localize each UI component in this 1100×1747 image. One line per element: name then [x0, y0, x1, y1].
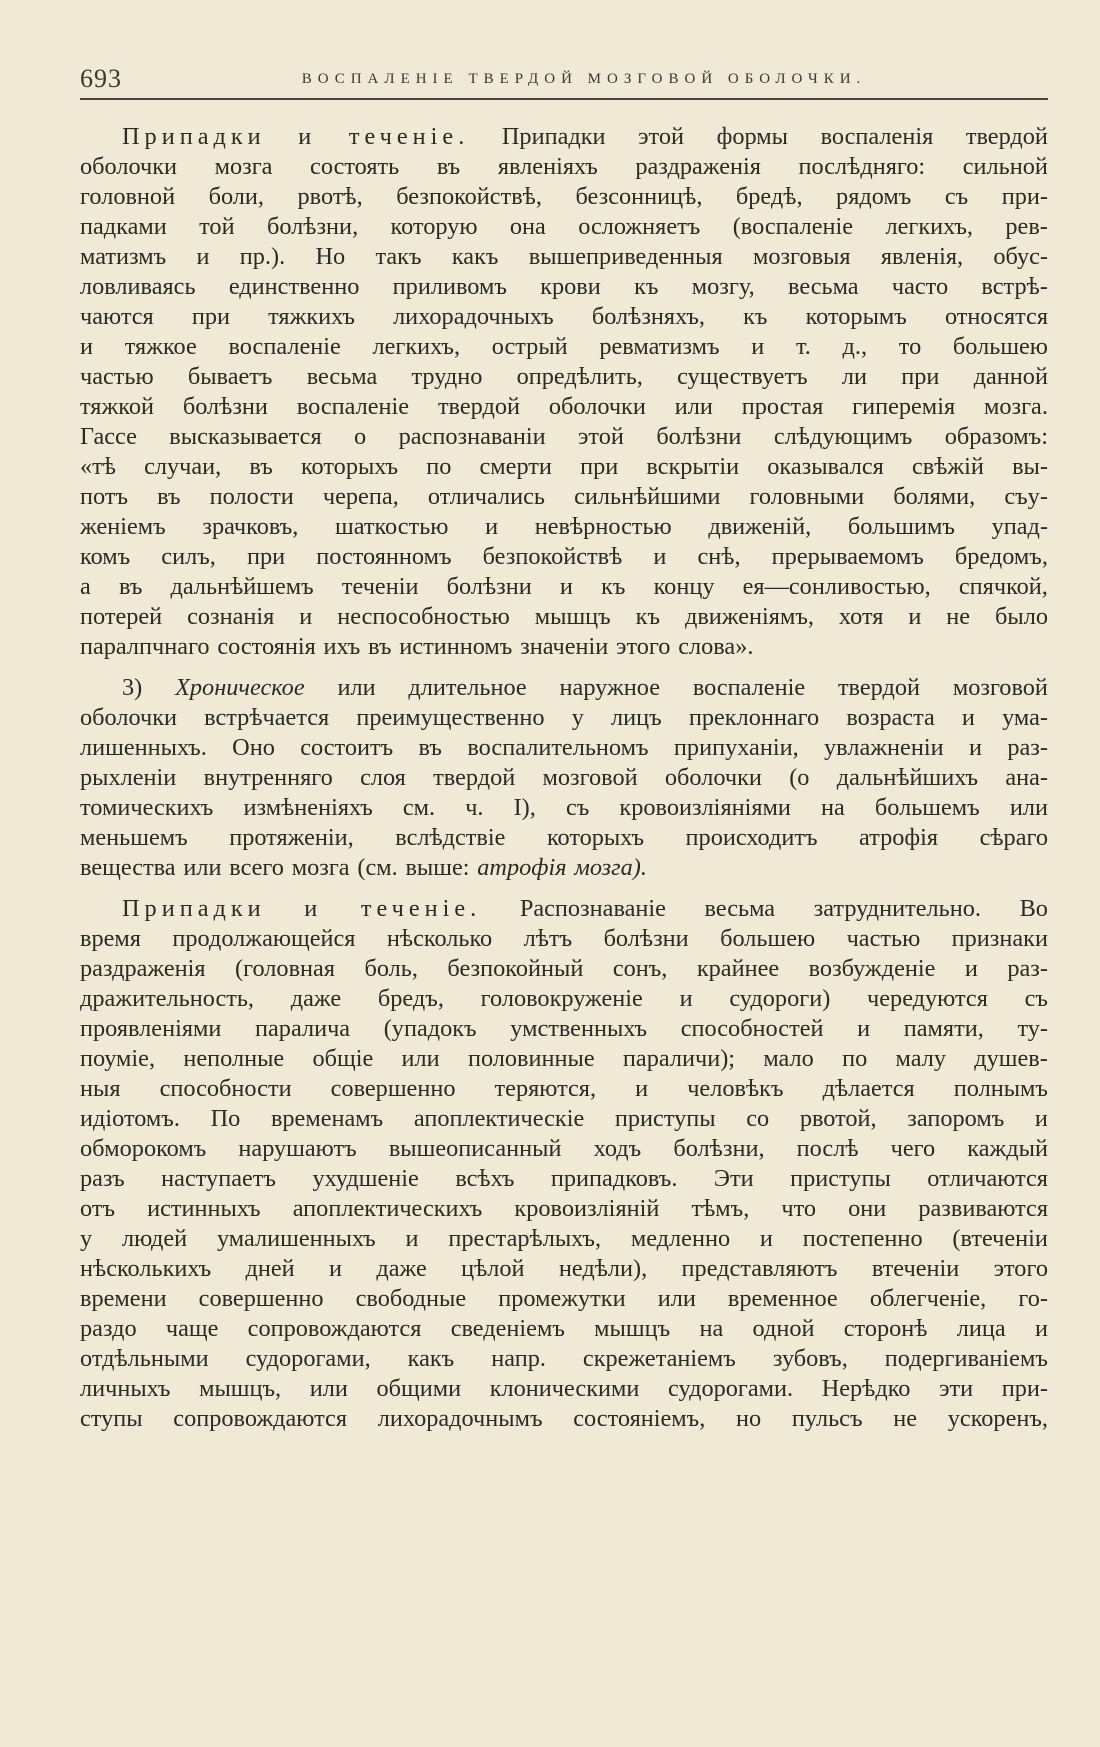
text-line: оболочки встрѣчается преимущественно у лицъ преклоннаго возраста и ума- — [80, 704, 1048, 731]
text-line: Припадки и теченіе. Припадки этой формы воспаленія твердой — [122, 123, 1048, 150]
text-line: частью бываетъ весьма трудно опредѣлить, существуетъ ли при данной — [80, 363, 1048, 390]
text-line: комъ силъ, при постоянномъ безпокойствѣ и снѣ, прерываемомъ бредомъ, — [80, 543, 1048, 570]
text-line: меньшемъ протяженіи, вслѣдствіе которыхъ происходитъ атрофія сѣраго — [80, 824, 1048, 851]
text-line: лишенныхъ. Оно состоитъ въ воспалительномъ припуханіи, увлажненіи и раз- — [80, 734, 1048, 761]
text-line: обморокомъ нарушаютъ вышеописанный ходъ болѣзни, послѣ чего каждый — [80, 1135, 1048, 1162]
text-line: поуміе, неполные общіе или половинные параличи); мало по малу душев- — [80, 1045, 1048, 1072]
body-text — [80, 122, 1048, 1434]
text-line: нѣсколькихъ дней и даже цѣлой недѣли), представляютъ втеченіи этого — [80, 1255, 1048, 1282]
text-line: Гассе высказывается о распознаваніи этой болѣзни слѣдующимъ образомъ: — [80, 423, 1048, 450]
text-line: Припадки и теченіе. Распознаваніе весьма затруднительно. Во — [122, 895, 1048, 922]
text-line: ловливаясь единственно приливомъ крови къ мозгу, весьма часто встрѣ- — [80, 273, 1048, 300]
text-line: потъ въ полости черепа, отличались сильнѣйшими головными болями, съу- — [80, 483, 1048, 510]
text-line: раздраженія (головная боль, безпокойный сонъ, крайнее возбужденіе и раз- — [80, 955, 1048, 982]
text-line: разъ наступаетъ ухудшеніе всѣхъ припадковъ. Эти приступы отличаются — [80, 1165, 1048, 1192]
text-line: томическихъ измѣненіяхъ см. ч. I), съ кровоизліяніями на большемъ или — [80, 794, 1048, 821]
page-number: 693 — [80, 64, 122, 93]
text-line: время продолжающейся нѣсколько лѣтъ болѣзни большею частью признаки — [80, 925, 1048, 952]
text-line: дражительность, даже бредъ, головокруженіе и судороги) чередуются съ — [80, 985, 1048, 1012]
text-line: отъ истинныхъ апоплектическихъ кровоизліяній тѣмъ, что они развиваются — [80, 1195, 1048, 1222]
text-line: паралпчнаго состоянія ихъ въ истинномъ значеніи этого слова». — [80, 633, 754, 660]
text-line: женіемъ зрачковъ, шаткостью и невѣрностью движеній, большимъ упад- — [80, 513, 1048, 540]
text-line: отдѣльными судорогами, какъ напр. скрежетаніемъ зубовъ, подергиваніемъ — [80, 1345, 1048, 1372]
text-line: головной боли, рвотѣ, безпокойствѣ, безсонницѣ, бредѣ, рядомъ съ при- — [80, 183, 1048, 210]
text-line: у людей умалишенныхъ и престарѣлыхъ, медленно и постепенно (втеченіи — [80, 1225, 1048, 1252]
paragraph-gap — [80, 883, 1048, 894]
text-line: проявленіями паралича (упадокъ умственныхъ способностей и памяти, ту- — [80, 1015, 1048, 1042]
text-line: раздо чаще сопровождаются сведеніемъ мышцъ на одной сторонѣ лица и — [80, 1315, 1048, 1342]
text-line: потерей сознанія и неспособностью мышцъ къ движеніямъ, хотя и не было — [80, 603, 1048, 630]
text-line: 3) Хроническое или длительное наружное воспаленіе твердой мозговой — [122, 674, 1048, 701]
text-line: тяжкой болѣзни воспаленіе твердой оболочки или простая гиперемія мозга. — [80, 393, 1048, 420]
paragraph-gap — [80, 662, 1048, 673]
text-line: падками той болѣзни, которую она осложняетъ (воспаленіе легкихъ, рев- — [80, 213, 1048, 240]
text-line: и тяжкое воспаленіе легкихъ, острый ревматизмъ и т. д., то большею — [80, 333, 1048, 360]
text-line: «тѣ случаи, въ которыхъ по смерти при вскрытіи оказывался свѣжій вы- — [80, 453, 1048, 480]
text-line: матизмъ и пр.). Но такъ какъ вышеприведенныя мозговыя явленія, обус- — [80, 243, 1048, 270]
text-line: чаются при тяжкихъ лихорадочныхъ болѣзняхъ, къ которымъ относятся — [80, 303, 1048, 330]
text-line: оболочки мозга состоять въ явленіяхъ раздраженія послѣдняго: сильной — [80, 153, 1048, 180]
page-header — [80, 62, 1048, 100]
running-title: ВОСПАЛЕНІЕ ТВЕРДОЙ МОЗГОВОЙ ОБОЛОЧКИ. — [301, 71, 867, 87]
text-line: вещества или всего мозга (см. выше: атрофія мозга). — [80, 854, 647, 881]
text-line: времени совершенно свободные промежутки или временное облегченіе, го- — [80, 1285, 1048, 1312]
text-line: ныя способности совершенно теряются, и человѣкъ дѣлается полнымъ — [80, 1075, 1048, 1102]
text-line: личныхъ мышцъ, или общими клоническими судорогами. Нерѣдко эти при- — [80, 1375, 1048, 1402]
text-line: рыхленіи внутренняго слоя твердой мозговой оболочки (о дальнѣйшихъ ана- — [80, 764, 1048, 791]
text-line: а въ дальнѣйшемъ теченіи болѣзни и къ концу ея—сонливостью, спячкой, — [80, 573, 1048, 600]
text-line: ступы сопровождаются лихорадочнымъ состояніемъ, но пульсъ не ускоренъ, — [80, 1405, 1048, 1432]
text-line: идіотомъ. По временамъ апоплектическіе приступы со рвотой, запоромъ и — [80, 1105, 1048, 1132]
